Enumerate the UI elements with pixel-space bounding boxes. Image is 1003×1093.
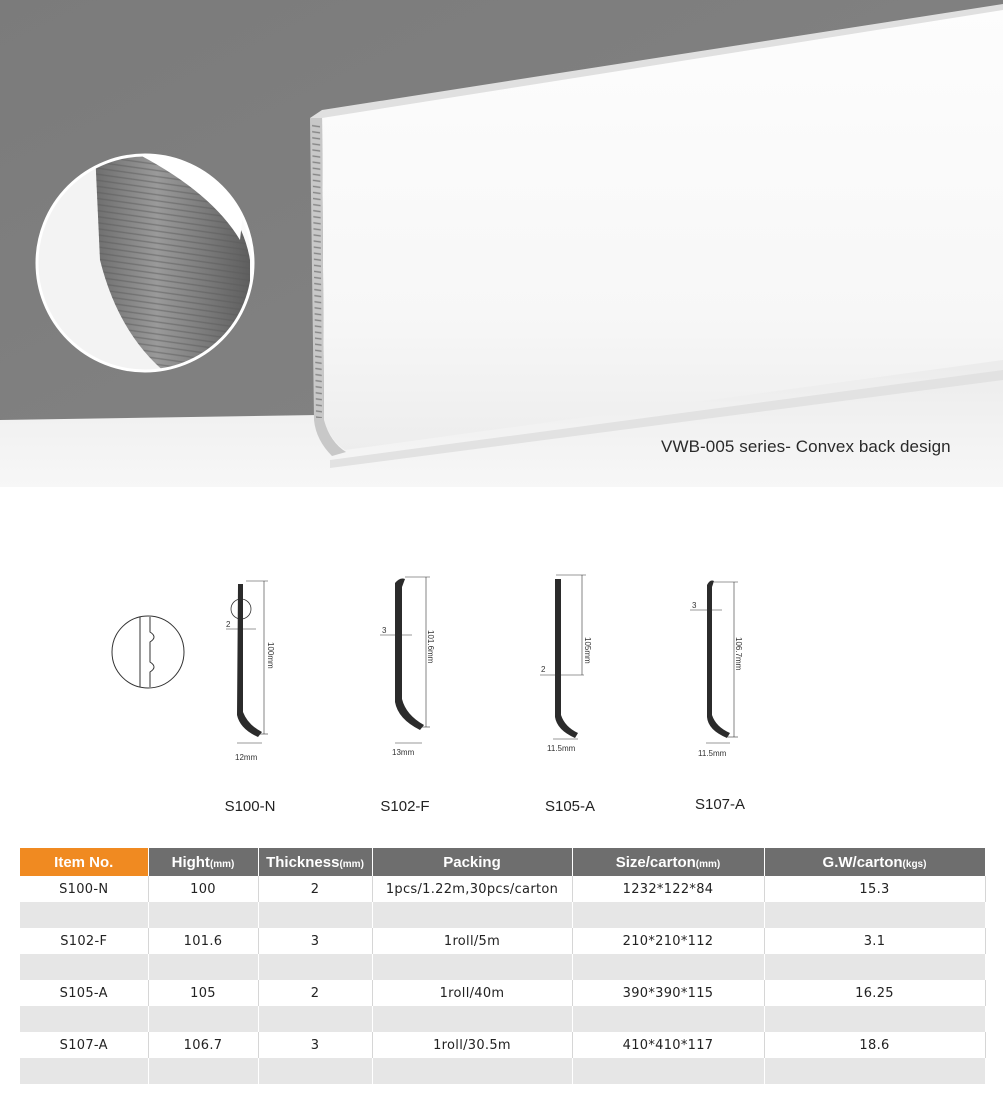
profile-drawing-s107-a [690,581,743,759]
cell-thickness: 3 [258,1032,372,1058]
cell-height: 105 [148,980,258,1006]
base-dimension-label: 11.5mm [547,744,576,753]
cell-height: 100 [148,876,258,902]
cell-item-no: S100-N [20,876,148,902]
cell-size-carton: 210*210*112 [572,928,764,954]
cell-gw-carton: 18.6 [764,1032,985,1058]
cell-size-carton: 390*390*115 [572,980,764,1006]
cell-gw-carton: 3.1 [764,928,985,954]
spec-table [20,848,986,1084]
height-dimension-label: 101.6mm [426,630,435,664]
table-spacer-row [20,1006,985,1032]
profile-detail-circle [112,616,184,688]
table-spacer-row [20,954,985,980]
cell-packing: 1roll/40m [372,980,572,1006]
header-packing: Packing [372,848,572,876]
profile-name-s100-n: S100-N [224,798,276,815]
skirting-board-illustration [0,0,1003,487]
thickness-dimension-label: 2 [541,665,546,674]
table-spacer-row [20,1058,985,1084]
base-dimension-label: 11.5mm [698,749,727,758]
cell-packing: 1roll/30.5m [372,1032,572,1058]
thickness-dimension-label: 2 [226,620,231,629]
profile-name-s105-a: S105-A [544,798,596,815]
product-photo [0,0,1003,487]
thickness-dimension-label: 3 [382,626,387,635]
hero-caption: VWB-005 series- Convex back design [661,437,951,456]
cell-packing: 1pcs/1.22m,30pcs/carton [372,876,572,902]
height-dimension-label: 106.7mm [734,637,743,671]
profile-drawing-s100-n [226,581,275,762]
cell-thickness: 2 [258,876,372,902]
table-row [20,980,985,1006]
table-spacer-row [20,902,985,928]
thickness-dimension-label: 3 [692,601,697,610]
header-size-carton: Size/carton(mm) [572,848,764,876]
header-thickness: Thickness(mm) [258,848,372,876]
height-dimension-label: 105mm [583,637,592,664]
table-header-row [20,848,985,876]
header-item-no: Item No. [20,848,148,876]
profile-drawings [0,487,1003,837]
cell-thickness: 3 [258,928,372,954]
profile-drawing-s105-a [540,575,592,753]
cell-size-carton: 1232*122*84 [572,876,764,902]
cell-thickness: 2 [258,980,372,1006]
cell-gw-carton: 15.3 [764,876,985,902]
cell-height: 101.6 [148,928,258,954]
cell-item-no: S102-F [20,928,148,954]
cell-packing: 1roll/5m [372,928,572,954]
height-dimension-label: 100mm [266,642,275,669]
profile-name-s102-f: S102-F [380,798,430,815]
cell-height: 106.7 [148,1032,258,1058]
table-row [20,876,985,902]
table-row [20,1032,985,1058]
header-height: Hight(mm) [148,848,258,876]
table-row [20,928,985,954]
cell-item-no: S105-A [20,980,148,1006]
cell-size-carton: 410*410*117 [572,1032,764,1058]
cell-item-no: S107-A [20,1032,148,1058]
base-dimension-label: 13mm [392,748,415,757]
profile-name-s107-a: S107-A [694,796,746,813]
base-dimension-label: 12mm [235,753,258,762]
cell-gw-carton: 16.25 [764,980,985,1006]
profile-drawing-s102-f [380,577,435,757]
header-gw-carton: G.W/carton(kgs) [764,848,985,876]
